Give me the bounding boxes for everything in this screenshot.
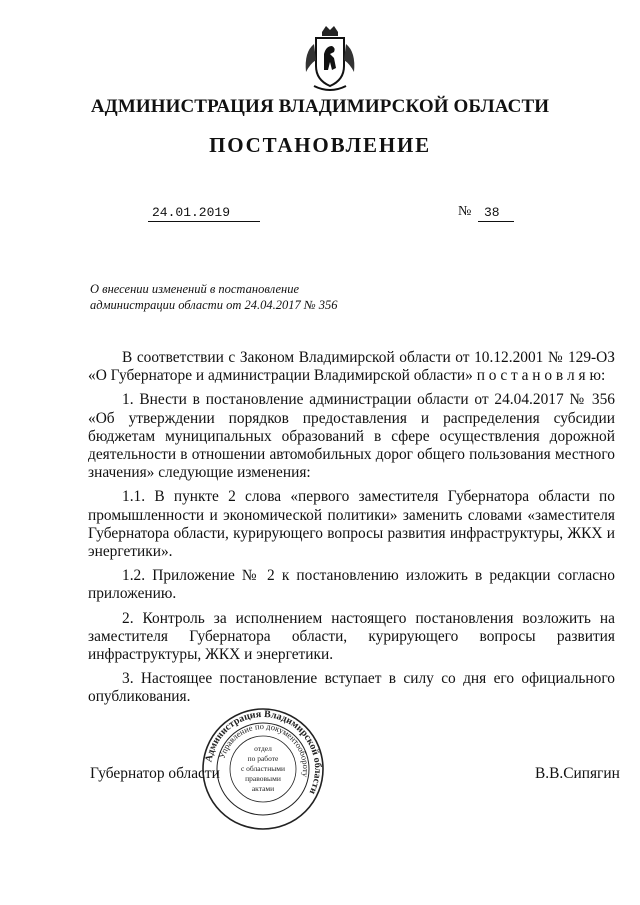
stamp-center-line: правовыми bbox=[245, 774, 281, 783]
stamp-center-line: с областными bbox=[240, 764, 286, 773]
paragraph: 1.2. Приложение № 2 к постановлению изложить в редакции согласно приложению. bbox=[88, 567, 615, 603]
subject-line: О внесении изменений в постановление bbox=[90, 282, 300, 296]
coat-of-arms-icon bbox=[300, 24, 360, 94]
stamp-center-line: по работе bbox=[247, 754, 279, 763]
paragraph: 3. Настоящее постановление вступает в силу со дня его официального опубликования. bbox=[88, 670, 615, 706]
stamp-inner-text: Управление по документообороту bbox=[216, 720, 312, 778]
organization-title: АДМИНИСТРАЦИЯ ВЛАДИМИРСКОЙ ОБЛАСТИ bbox=[90, 96, 550, 117]
paragraph: В соответствии с Законом Владимирской области от 10.12.2001 № 129-ОЗ «О Губернаторе и администрации Владимирской области» п о с т а н о в л я ю: bbox=[88, 349, 615, 385]
signer-role: Губернатор области bbox=[90, 765, 220, 782]
number-label: № bbox=[458, 204, 472, 219]
document-body bbox=[88, 349, 615, 713]
document-number: 38 bbox=[484, 205, 500, 220]
signer-name: В.В.Сипягин bbox=[535, 765, 620, 782]
number-underline bbox=[478, 221, 514, 222]
document-subject bbox=[90, 281, 390, 313]
stamp-outer-text: Администрация Владимирской области bbox=[203, 708, 324, 796]
stamp-center-line: отдел bbox=[254, 744, 272, 753]
date-underline bbox=[148, 221, 260, 222]
paragraph: 1. Внести в постановление администрации области от 24.04.2017 № 356 «Об утверждении порядков предоставления и распределения субсидии бюджетам муниципальных образований в сфере осуществления дорожной деятельности в отношении автомобильных дорог общего пользования местного значения» следующие изменения: bbox=[88, 391, 615, 482]
stamp-center-line: актами bbox=[251, 784, 275, 793]
paragraph: 1.1. В пункте 2 слова «первого заместителя Губернатора области по промышленности и экономической политики» заменить словами «заместителя Губернатора области, курирующего вопросы развития инфраструктуры, ЖКХ и энергетики». bbox=[88, 488, 615, 561]
paragraph: 2. Контроль за исполнением настоящего постановления возложить на заместителя Губернатора области, курирующего вопросы развития инфраструктуры, ЖКХ и энергетики. bbox=[88, 609, 615, 664]
subject-line: администрации области от 24.04.2017 № 356 bbox=[90, 298, 338, 312]
document-date: 24.01.2019 bbox=[152, 205, 231, 220]
document-type: ПОСТАНОВЛЕНИЕ bbox=[209, 133, 431, 157]
